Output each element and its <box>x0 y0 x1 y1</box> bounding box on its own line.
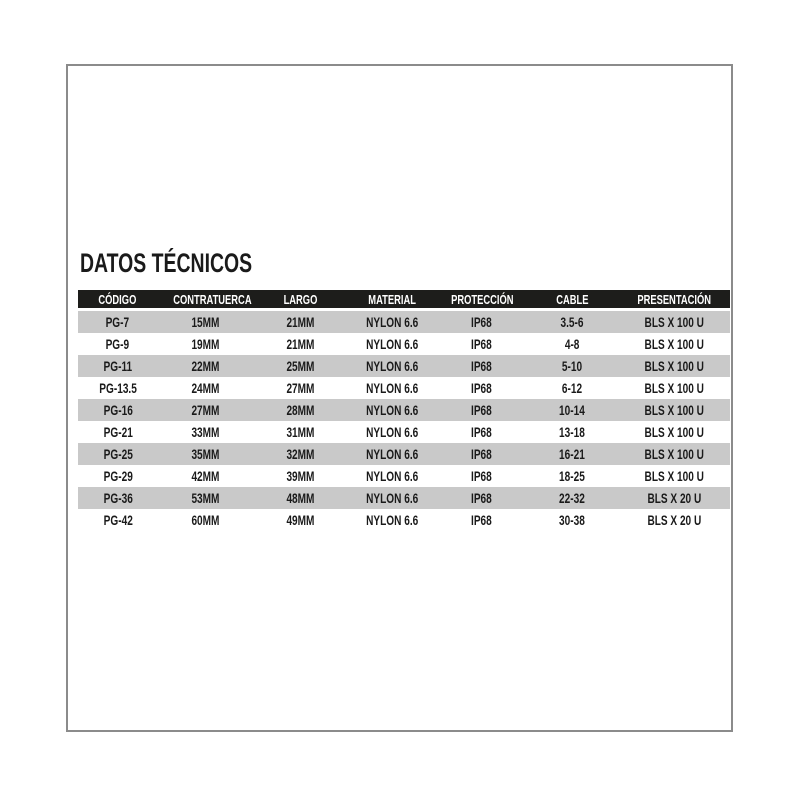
cell-proteccion <box>437 355 526 377</box>
column-header-proteccion <box>437 290 526 311</box>
cell-cable <box>527 333 618 355</box>
cell-codigo <box>78 377 158 399</box>
cell-presentacion <box>618 465 730 487</box>
cell-cable <box>527 465 618 487</box>
cell-presentacion <box>618 421 730 443</box>
cell-value: 3.5-6 <box>560 314 584 330</box>
cell-codigo <box>78 333 158 355</box>
cell-material <box>347 399 437 421</box>
cell-value: BLS X 20 U <box>647 512 701 528</box>
cell-value: NYLON 6.6 <box>366 336 419 352</box>
cell-codigo <box>78 355 158 377</box>
cell-codigo <box>78 487 158 509</box>
cell-contratuerca <box>158 311 254 333</box>
cell-contratuerca <box>158 399 254 421</box>
cell-value: PG-7 <box>105 314 130 330</box>
column-header-label: CABLE <box>556 291 589 307</box>
cell-value: 18-25 <box>559 468 586 484</box>
cell-value: 5-10 <box>562 358 583 374</box>
cell-value: NYLON 6.6 <box>366 446 419 462</box>
cell-proteccion <box>437 421 526 443</box>
table-row <box>78 509 730 531</box>
cell-largo <box>254 333 347 355</box>
cell-value: IP68 <box>471 402 493 418</box>
table-header-row <box>78 290 730 311</box>
cell-contratuerca <box>158 355 254 377</box>
cell-value: PG-36 <box>103 490 133 506</box>
cell-proteccion <box>437 509 526 531</box>
cell-value: PG-16 <box>103 402 133 418</box>
cell-value: PG-29 <box>103 468 133 484</box>
column-header-cable <box>527 290 618 311</box>
cell-value: PG-9 <box>105 336 130 352</box>
cell-value: IP68 <box>471 424 493 440</box>
cell-largo <box>254 509 347 531</box>
cell-proteccion <box>437 399 526 421</box>
cell-presentacion <box>618 377 730 399</box>
table-row <box>78 421 730 443</box>
cell-value: IP68 <box>471 446 493 462</box>
cell-largo <box>254 421 347 443</box>
cell-codigo <box>78 465 158 487</box>
column-header-presentacion <box>618 290 730 311</box>
cell-value: NYLON 6.6 <box>366 468 419 484</box>
cell-value: BLS X 100 U <box>644 468 704 484</box>
cell-cable <box>527 509 618 531</box>
cell-value: 35MM <box>191 446 220 462</box>
cell-value: IP68 <box>471 468 493 484</box>
cell-value: 30-38 <box>559 512 586 528</box>
column-header-material <box>347 290 437 311</box>
cell-value: BLS X 100 U <box>644 314 704 330</box>
cell-contratuerca <box>158 465 254 487</box>
cell-material <box>347 487 437 509</box>
cell-value: 21MM <box>286 314 315 330</box>
cell-presentacion <box>618 443 730 465</box>
cell-value: NYLON 6.6 <box>366 490 419 506</box>
cell-codigo <box>78 311 158 333</box>
column-header-codigo <box>78 290 158 311</box>
cell-presentacion <box>618 355 730 377</box>
column-header-label: CONTRATUERCA <box>172 291 252 307</box>
cell-material <box>347 443 437 465</box>
cell-value: 4-8 <box>564 336 580 352</box>
cell-contratuerca <box>158 443 254 465</box>
cell-value: NYLON 6.6 <box>366 512 419 528</box>
cell-cable <box>527 355 618 377</box>
cell-value: NYLON 6.6 <box>366 314 419 330</box>
cell-proteccion <box>437 333 526 355</box>
cell-value: 6-12 <box>562 380 583 396</box>
cell-value: 53MM <box>191 490 220 506</box>
cell-value: 49MM <box>286 512 315 528</box>
cell-largo <box>254 399 347 421</box>
cell-value: 27MM <box>286 380 315 396</box>
cell-value: PG-13.5 <box>98 380 137 396</box>
cell-value: 32MM <box>286 446 315 462</box>
table-row <box>78 333 730 355</box>
cell-value: 10-14 <box>559 402 586 418</box>
table-row <box>78 311 730 333</box>
cell-contratuerca <box>158 377 254 399</box>
cell-value: IP68 <box>471 358 493 374</box>
column-header-label: CÓDIGO <box>98 291 137 307</box>
cell-codigo <box>78 509 158 531</box>
cell-value: 21MM <box>286 336 315 352</box>
table-body <box>78 311 730 531</box>
cell-value: BLS X 100 U <box>644 336 704 352</box>
table-header <box>78 290 730 311</box>
cell-value: 60MM <box>191 512 220 528</box>
cell-value: 13-18 <box>559 424 586 440</box>
column-header-label: PRESENTACIÓN <box>637 291 711 307</box>
cell-value: 25MM <box>286 358 315 374</box>
cell-codigo <box>78 443 158 465</box>
cell-value: IP68 <box>471 512 493 528</box>
cell-value: 28MM <box>286 402 315 418</box>
cell-cable <box>527 443 618 465</box>
cell-value: BLS X 100 U <box>644 380 704 396</box>
cell-contratuerca <box>158 509 254 531</box>
cell-value: 22-32 <box>559 490 586 506</box>
cell-largo <box>254 443 347 465</box>
cell-value: NYLON 6.6 <box>366 380 419 396</box>
cell-presentacion <box>618 509 730 531</box>
cell-value: BLS X 100 U <box>644 424 704 440</box>
cell-proteccion <box>437 487 526 509</box>
cell-largo <box>254 355 347 377</box>
cell-value: NYLON 6.6 <box>366 402 419 418</box>
cell-presentacion <box>618 399 730 421</box>
table-row <box>78 465 730 487</box>
cell-material <box>347 355 437 377</box>
cell-largo <box>254 311 347 333</box>
cell-value: NYLON 6.6 <box>366 358 419 374</box>
column-header-label: LARGO <box>283 291 318 307</box>
column-header-contratuerca <box>158 290 254 311</box>
cell-proteccion <box>437 465 526 487</box>
cell-largo <box>254 377 347 399</box>
cell-value: PG-42 <box>103 512 133 528</box>
cell-value: PG-11 <box>103 358 133 374</box>
cell-value: 42MM <box>191 468 220 484</box>
cell-value: IP68 <box>471 380 493 396</box>
table-row <box>78 399 730 421</box>
cell-value: 48MM <box>286 490 315 506</box>
column-header-label: PROTECCIÓN <box>450 291 514 307</box>
cell-presentacion <box>618 311 730 333</box>
cell-value: 19MM <box>191 336 220 352</box>
cell-largo <box>254 487 347 509</box>
column-header-largo <box>254 290 347 311</box>
cell-value: IP68 <box>471 490 493 506</box>
cell-codigo <box>78 421 158 443</box>
cell-value: BLS X 100 U <box>644 358 704 374</box>
table-row <box>78 443 730 465</box>
page-title-text: DATOS TÉCNICOS <box>80 248 253 278</box>
cell-value: IP68 <box>471 336 493 352</box>
cell-material <box>347 465 437 487</box>
cell-contratuerca <box>158 421 254 443</box>
cell-presentacion <box>618 487 730 509</box>
cell-presentacion <box>618 333 730 355</box>
cell-value: 15MM <box>191 314 220 330</box>
cell-material <box>347 421 437 443</box>
cell-cable <box>527 399 618 421</box>
cell-value: BLS X 100 U <box>644 402 704 418</box>
technical-data-table <box>78 290 730 531</box>
table-row <box>78 355 730 377</box>
cell-value: 39MM <box>286 468 315 484</box>
cell-material <box>347 311 437 333</box>
cell-value: NYLON 6.6 <box>366 424 419 440</box>
cell-codigo <box>78 399 158 421</box>
cell-contratuerca <box>158 487 254 509</box>
cell-proteccion <box>437 443 526 465</box>
cell-cable <box>527 377 618 399</box>
cell-cable <box>527 487 618 509</box>
cell-value: 27MM <box>191 402 220 418</box>
cell-value: IP68 <box>471 314 493 330</box>
cell-proteccion <box>437 377 526 399</box>
cell-material <box>347 333 437 355</box>
cell-material <box>347 509 437 531</box>
cell-value: PG-25 <box>103 446 133 462</box>
cell-cable <box>527 421 618 443</box>
cell-value: PG-21 <box>103 424 133 440</box>
cell-value: 33MM <box>191 424 220 440</box>
cell-value: 31MM <box>286 424 315 440</box>
cell-material <box>347 377 437 399</box>
page-title <box>80 248 319 278</box>
cell-proteccion <box>437 311 526 333</box>
cell-value: 24MM <box>191 380 220 396</box>
table-row <box>78 487 730 509</box>
cell-value: 22MM <box>191 358 220 374</box>
column-header-label: MATERIAL <box>368 291 417 307</box>
cell-cable <box>527 311 618 333</box>
table-row <box>78 377 730 399</box>
cell-value: BLS X 100 U <box>644 446 704 462</box>
cell-value: 16-21 <box>559 446 586 462</box>
cell-value: BLS X 20 U <box>647 490 701 506</box>
cell-largo <box>254 465 347 487</box>
cell-contratuerca <box>158 333 254 355</box>
